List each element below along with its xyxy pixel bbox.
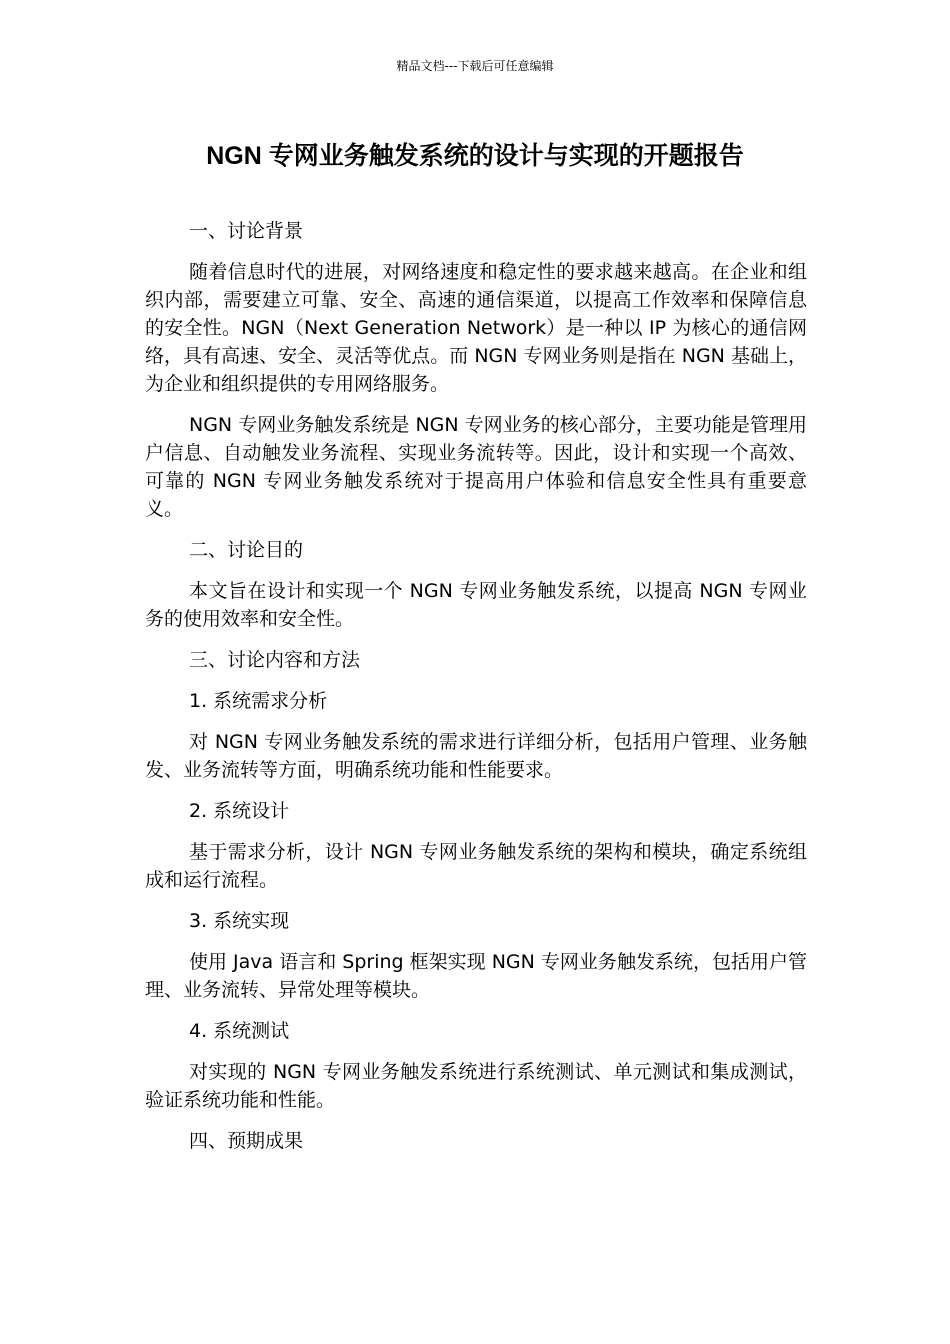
- document-title: NGN 专网业务触发系统的设计与实现的开题报告: [206, 142, 744, 170]
- section-heading-expected-results: 四、预期成果: [189, 1130, 304, 1152]
- subheading-testing: 4. 系统测试: [189, 1020, 290, 1042]
- section-heading-purpose: 二、讨论目的: [189, 539, 304, 561]
- paragraph-purpose: 本文旨在设计和实现一个 NGN 专网业务触发系统，以提高 NGN 专网业务的使用效率和安全性。: [145, 580, 807, 630]
- page-header-note: 精品文档---下载后可任意编辑: [396, 59, 554, 73]
- subheading-implementation: 3. 系统实现: [189, 910, 290, 932]
- paragraph-requirements: 对 NGN 专网业务触发系统的需求进行详细分析，包括用户管理、业务触发、业务流转等方面，明确系统功能和性能要求。: [145, 731, 807, 781]
- section-heading-background: 一、讨论背景: [189, 220, 304, 242]
- subheading-requirements: 1. 系统需求分析: [189, 690, 328, 712]
- paragraph-design: 基于需求分析，设计 NGN 专网业务触发系统的架构和模块，确定系统组成和运行流程。: [145, 841, 807, 891]
- paragraph-background-1: 随着信息时代的进展，对网络速度和稳定性的要求越来越高。在企业和组织内部，需要建立可靠、安全、高速的通信渠道，以提高工作效率和保障信息的安全性。NGN（Next Generation Network）是一种以 IP 为核心的通信网络，具有高速、安全、灵活等优点。而 NGN 专网业务则是指在 NGN 基础上，为企业和组织提供的专用网络服务。: [145, 261, 807, 395]
- subheading-design: 2. 系统设计: [189, 800, 290, 822]
- paragraph-implementation: 使用 Java 语言和 Spring 框架实现 NGN 专网业务触发系统，包括用户管理、业务流转、异常处理等模块。: [145, 951, 807, 1001]
- paragraph-background-2: NGN 专网业务触发系统是 NGN 专网业务的核心部分，主要功能是管理用户信息、自动触发业务流程、实现业务流转等。因此，设计和实现一个高效、可靠的 NGN 专网业务触发系统对于提高用户体验和信息安全性具有重要意义。: [145, 414, 807, 520]
- section-heading-methods: 三、讨论内容和方法: [189, 649, 361, 671]
- paragraph-testing: 对实现的 NGN 专网业务触发系统进行系统测试、单元测试和集成测试，验证系统功能和性能。: [145, 1061, 807, 1111]
- document-body: [145, 217, 807, 1168]
